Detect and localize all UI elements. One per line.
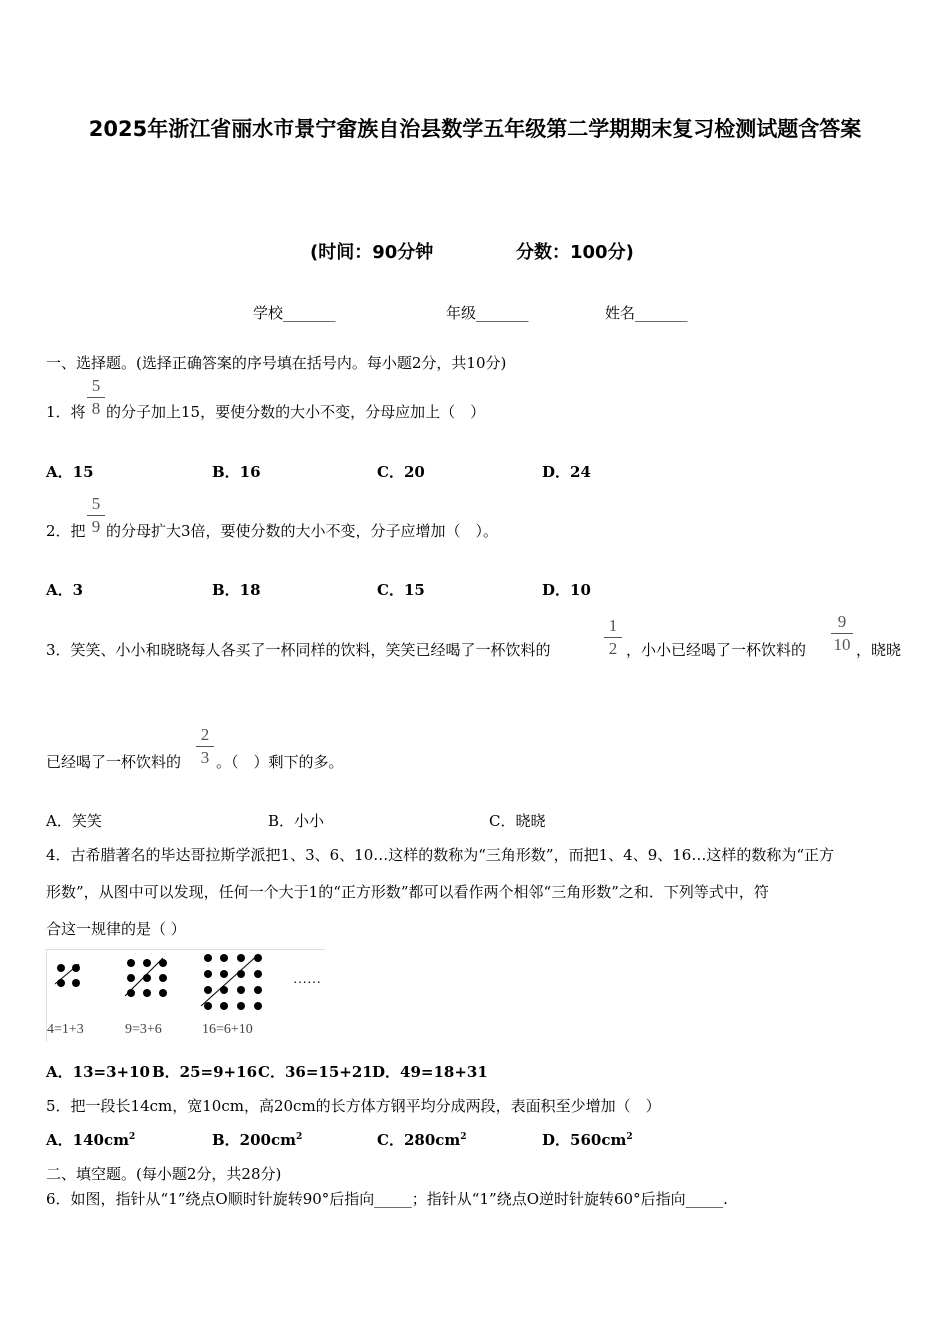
q1-option-a[interactable]: A．15 [46, 463, 94, 481]
q5-option-b[interactable] [212, 1129, 302, 1150]
q2-frac-num: 5 [91, 494, 101, 513]
q5-option-c-label: C．280cm [377, 1131, 461, 1149]
name-field: 姓名_______ [605, 304, 688, 322]
q3-f3-den: 3 [200, 748, 210, 767]
q5-text: 5．把一段长14cm，宽10cm，高20cm的长方体方钢平均分成两段，表面积至少增加（ ） [46, 1097, 661, 1115]
q3-f3-num: 2 [200, 725, 210, 744]
exam-score: 分数：100分) [516, 242, 634, 263]
school-field: 学校_______ [253, 304, 336, 322]
q4-fig-label-3: 16=6+10 [202, 1022, 253, 1037]
q4-figure [46, 949, 325, 1042]
q4-option-d[interactable]: D．49=18+31 [372, 1063, 488, 1081]
q3-f1-num: 1 [608, 616, 618, 635]
q5-option-d-label: D．560cm [542, 1131, 627, 1149]
q3-text-part3: ，晓晓 [856, 641, 902, 659]
q4-line1: 4．古希腊著名的毕达哥拉斯学派把1、3、6、10…这样的数称为“三角形数”，而把1、4、9、16…这样的数称为“正方 [46, 846, 834, 864]
q5-option-a-sup: 2 [128, 1132, 136, 1142]
grade-field: 年级_______ [446, 304, 529, 322]
q4-fig-ellipsis: …… [293, 972, 321, 987]
q1-option-d[interactable]: D．24 [542, 463, 591, 481]
q1-number: 1．将 [46, 403, 86, 421]
q1-option-b[interactable]: B．16 [212, 463, 261, 481]
q3-f2-num: 9 [837, 612, 847, 631]
q5-option-a[interactable] [46, 1129, 135, 1150]
exam-time: (时间：90分钟 [310, 242, 434, 263]
q2-text: 的分母扩大3倍，要使分数的大小不变，分子应增加（ ）。 [106, 522, 499, 540]
q3-fraction-2 [829, 613, 855, 654]
q5-option-b-sup: 2 [296, 1132, 303, 1142]
q2-option-b[interactable]: B．18 [212, 581, 261, 599]
page-title: 2025年浙江省丽水市景宁畲族自治县数学五年级第二学期期末复习检测试题含答案 [88, 117, 862, 141]
section-fill-heading: 二、填空题。(每小题2分，共28分) [46, 1165, 282, 1183]
q6-text: 6．如图，指针从“1”绕点O顺时针旋转90°后指向_____；指针从“1”绕点O逆时针旋转60°后指向_____. [46, 1190, 728, 1208]
q4-option-a[interactable]: A．13=3+10 [46, 1063, 150, 1081]
q1-text: 的分子加上15，要使分数的大小不变，分母应加上（ ） [106, 403, 486, 421]
q4-fig-label-2: 9=3+6 [125, 1022, 162, 1037]
q5-option-c-sup: 2 [460, 1132, 467, 1142]
q5-option-b-label: B．200cm [212, 1131, 296, 1149]
q5-option-c[interactable] [377, 1129, 467, 1150]
q3-option-b[interactable]: B．小小 [268, 812, 325, 830]
q4-option-c[interactable]: C．36=15+21 [258, 1063, 373, 1081]
q4-option-b[interactable]: B．25=9+16 [152, 1063, 258, 1081]
q2-frac-den: 9 [91, 517, 101, 536]
q4-line3: 合这一规律的是（ ） [46, 920, 186, 938]
q2-fraction [85, 495, 107, 536]
q2-number: 2．把 [46, 522, 86, 540]
q1-fraction [85, 377, 107, 418]
q5-option-d-sup: 2 [626, 1132, 633, 1142]
q4-line2: 形数”，从图中可以发现，任何一个大于1的“正方形数”都可以看作两个相邻“三角形数”之和．下列等式中，符 [46, 883, 769, 901]
q3-text-part1: 3．笑笑、小小和晓晓每人各买了一杯同样的饮料，笑笑已经喝了一杯饮料的 [46, 641, 551, 659]
q3-option-c[interactable]: C．晓晓 [489, 812, 546, 830]
q3-text-part4: 已经喝了一杯饮料的 [46, 753, 182, 771]
q2-option-a[interactable]: A．3 [46, 581, 84, 599]
q2-option-d[interactable]: D．10 [542, 581, 591, 599]
q1-frac-num: 5 [91, 376, 101, 395]
q3-text-part5: 。（ ）剩下的多。 [216, 753, 344, 771]
q4-fig-diag-2 [123, 954, 167, 1000]
q4-fig-diag-1 [53, 960, 83, 990]
q3-fraction-3 [194, 726, 216, 767]
q4-fig-diag-3 [199, 950, 265, 1010]
q3-option-a[interactable]: A．笑笑 [46, 812, 102, 830]
q2-option-c[interactable]: C．15 [377, 581, 425, 599]
q1-option-c[interactable]: C．20 [377, 463, 425, 481]
q3-f1-den: 2 [608, 639, 618, 658]
q5-option-d[interactable] [542, 1129, 633, 1150]
q5-option-a-label: A．140cm [46, 1131, 129, 1149]
q1-frac-den: 8 [91, 399, 101, 418]
q3-f2-den: 10 [833, 635, 851, 654]
q4-fig-label-1: 4=1+3 [47, 1022, 84, 1037]
section-choice-heading: 一、选择题。(选择正确答案的序号填在括号内。每小题2分，共10分) [46, 354, 507, 372]
q3-fraction-1 [602, 617, 624, 658]
q3-text-part2: ，小小已经喝了一杯饮料的 [626, 641, 807, 659]
